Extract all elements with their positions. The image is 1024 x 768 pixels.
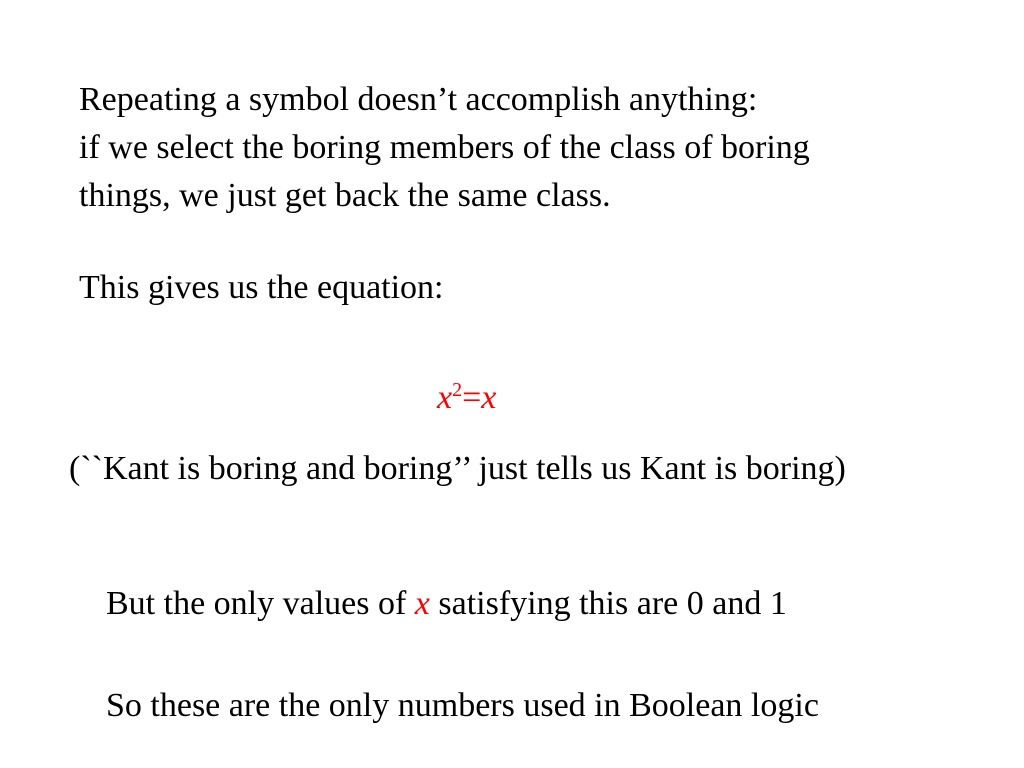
equation-operator: = — [462, 379, 482, 416]
values-statement-before: But the only values of — [106, 585, 415, 622]
equation-exponent: 2 — [452, 379, 463, 401]
equation-intro: This gives us the equation: — [79, 269, 444, 306]
paragraph-1-line-3: things, we just get back the same class. — [79, 177, 611, 214]
paragraph-1-line-1: Repeating a symbol doesn’t accomplish anything: — [79, 81, 758, 118]
equation — [437, 370, 496, 418]
boolean-conclusion: So these are the only numbers used in Boolean logic — [106, 687, 819, 724]
equation-rhs: x — [481, 379, 497, 416]
paragraph-1-line-2: if we select the boring members of the class of boring — [79, 129, 810, 166]
equation-base: x — [437, 379, 453, 416]
kant-example: (``Kant is boring and boring’’ just tells us Kant is boring) — [69, 450, 846, 487]
values-statement — [106, 584, 787, 624]
values-statement-after: satisfying this are 0 and 1 — [429, 585, 787, 622]
values-statement-variable: x — [414, 585, 430, 622]
